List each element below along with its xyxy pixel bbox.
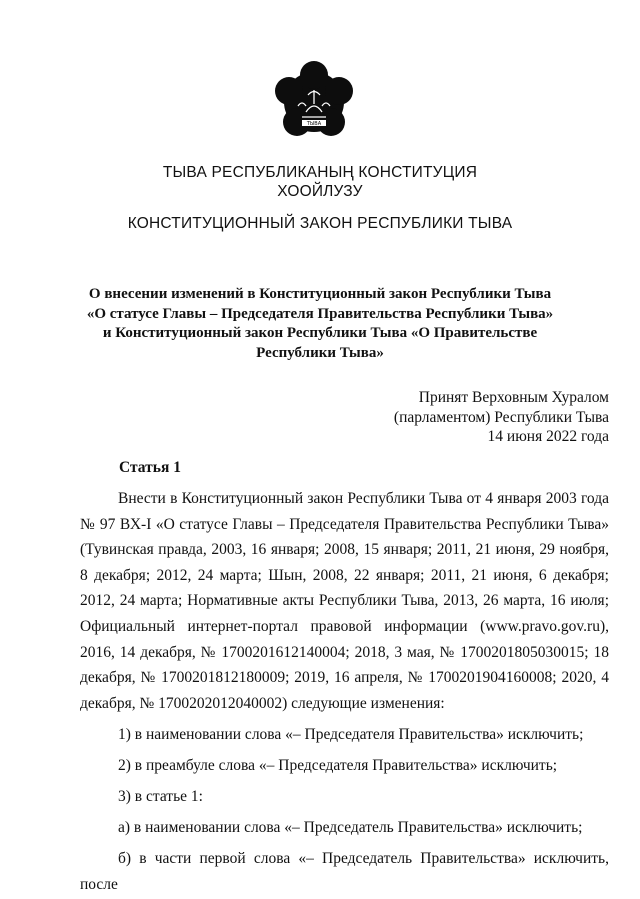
header-line-1: ТЫВА РЕСПУБЛИКАНЫҢ КОНСТИТУЦИЯ [162,164,478,181]
law-title [80,285,560,363]
adoption-line-1: Принят Верховным Хуралом [418,389,609,406]
amendment-item: 2) в преамбуле слова «– Председателя Правительства» исключить; [118,756,558,774]
article-body [80,486,609,897]
law-type-heading: КОНСТИТУЦИОННЫЙ ЗАКОН РЕСПУБЛИКИ ТЫВА [127,215,513,232]
header-line-2: ХООЙЛУЗУ [277,183,363,200]
amendment-item: 1) в наименовании слова «– Председателя Правительства» исключить; [118,725,584,743]
tuva-emblem-icon [272,60,356,144]
amendment-item: 3) в статье 1: [118,788,203,806]
article-heading: Статья 1 [119,459,181,476]
title-line: и Конституционный закон Республики Тыва «О Правительстве [102,325,538,341]
amendment-item: а) в наименовании слова «– Председатель Правительства» исключить; [118,819,583,837]
adoption-line-2: (парламентом) Республики Тыва [393,408,609,426]
adoption-block [394,388,609,447]
title-line: О внесении изменений в Конституционный закон Республики Тыва [88,286,552,302]
emblem-inscription: ТЫВА [306,121,322,127]
title-line: Республики Тыва» [256,344,384,361]
adoption-date: 14 июня 2022 года [487,428,609,445]
article-intro-paragraph: Внести в Конституционный закон Республики Тыва от 4 января 2003 года № 97 ВХ-I «О статусе Главы – Председателя Правительства Республики Тыва» (Тувинская правда, 2003, 16 января; 2008, 15 января; 2011, 21 июня, 29 ноября, 8 декабря; 2012, 24 марта; Шын, 2008, 22 января; 2011, 21 июня, 6 декабря; 2012, 24 марта; Нормативные акты Республики Тыва, 2013, 26 марта, 16 июля; Официальный интернет-портал правовой информации (www.pravo.gov.ru), 2016, 14 декабря, № 1700201612140004; 2018, 3 мая, № 1700201805030015; 18 декабря, № 1700201812180009; 2019, 16 апреля, № 1700201904160008; 2020, 4 декабря, № 1700202012040002) следующие изменения: [80,490,609,712]
title-line: «О статусе Главы – Председателя Правительства Республики Тыва» [86,305,554,322]
constitutional-law-header [0,163,640,201]
amendment-item: б) в части первой слова «– Председатель Правительства» исключить, после [80,850,609,893]
